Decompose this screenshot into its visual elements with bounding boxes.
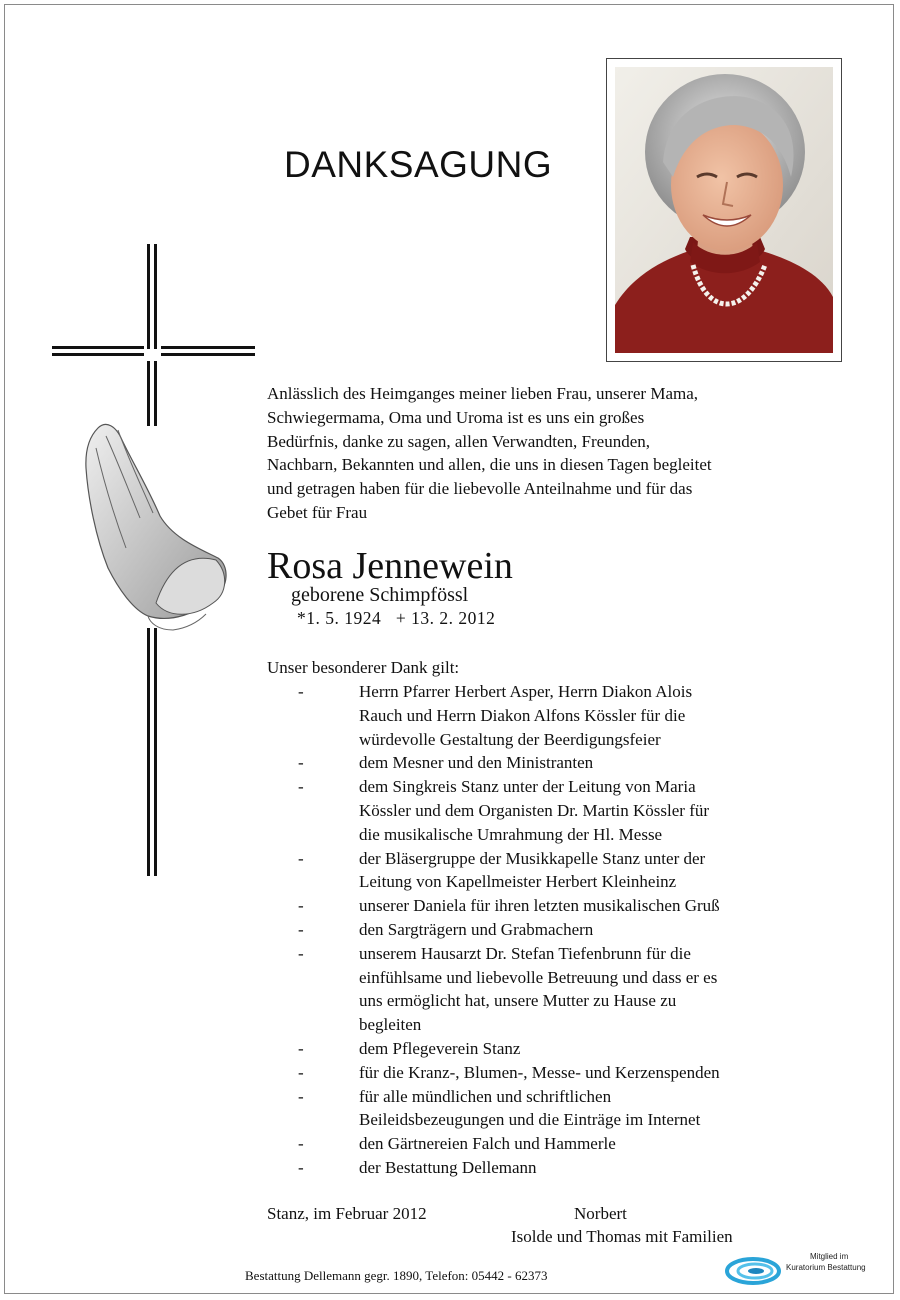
signature-line-2: Isolde und Thomas mit Familien <box>511 1227 733 1246</box>
list-item <box>0 751 900 775</box>
list-item-text: unserem Hausarzt Dr. Stefan Tiefenbrunn für die einfühlsame und liebevolle Betreuung und dass er es uns ermöglicht hat, unsere Mutter zu Hause zu begleiten <box>359 943 718 1035</box>
list-item <box>0 680 900 751</box>
portrait-photo <box>615 67 833 353</box>
list-dash: - <box>298 896 304 916</box>
deceased-name: Rosa Jennewein <box>267 545 513 587</box>
list-item <box>0 942 900 1037</box>
list-item-text: dem Singkreis Stanz unter der Leitung von Maria Kössler und dem Organisten Dr. Martin Kössler für die musikalische Umrahmung der Hl. Messe <box>359 777 710 844</box>
life-dates: *1. 5. 1924 + 13. 2. 2012 <box>297 608 496 628</box>
list-item-text: Herrn Pfarrer Herbert Asper, Herrn Diakon Alois Rauch und Herrn Diakon Alfons Kössler für die würdevolle Gestaltung der Beerdigungsfeier <box>359 682 693 749</box>
list-item-text: den Sargträgern und Grabmachern <box>359 919 594 939</box>
praying-hands-icon <box>78 418 238 633</box>
list-item <box>0 1156 900 1180</box>
maiden-name: geborene Schimpfössl <box>291 584 469 606</box>
list-item <box>0 894 900 918</box>
logo-text-line-1: Mitglied im <box>810 1252 849 1261</box>
list-dash: - <box>298 1134 304 1154</box>
list-item <box>0 847 900 895</box>
page-title: DANKSAGUNG <box>284 144 553 185</box>
signature-line-1: Norbert <box>574 1204 627 1223</box>
list-dash: - <box>298 1157 304 1177</box>
list-dash: - <box>298 753 304 773</box>
list-dash: - <box>298 777 304 797</box>
list-item <box>0 1085 900 1133</box>
list-dash: - <box>298 1038 304 1058</box>
list-item-text: unserer Daniela für ihren letzten musikalischen Gruß <box>359 896 720 916</box>
list-item <box>0 775 900 846</box>
list-item <box>0 918 900 942</box>
list-item <box>0 1132 900 1156</box>
list-dash: - <box>298 682 304 701</box>
portrait-illustration <box>615 67 833 353</box>
list-item-text: dem Mesner und den Ministranten <box>359 753 594 773</box>
list-dash: - <box>298 919 304 939</box>
portrait-frame <box>606 58 842 362</box>
list-dash: - <box>298 1086 304 1106</box>
list-item-text: dem Pflegeverein Stanz <box>359 1038 521 1058</box>
list-item-text: den Gärtnereien Falch und Hammerle <box>359 1134 616 1154</box>
logo-text-line-2: Kuratorium Bestattung <box>786 1263 866 1272</box>
list-item-text: der Bläsergruppe der Musikkapelle Stanz unter der Leitung von Kapellmeister Herbert Kleinheinz <box>359 848 706 892</box>
intro-paragraph: Anlässlich des Heimganges meiner lieben Frau, unserer Mama, Schwiegermama, Oma und Uroma ist es uns ein großes Bedürfnis, danke zu sagen, allen Verwandten, Freunden, Nachbarn, Bekannten und allen, die uns in diesen Tagen begleitet und getragen haben für die liebevolle Anteilnahme und für das Gebet für Frau <box>267 384 712 522</box>
thanks-heading: Unser besonderer Dank gilt: <box>267 658 460 677</box>
list-item <box>0 1061 900 1085</box>
list-item-text: für die Kranz-, Blumen-, Messe- und Kerzenspenden <box>359 1062 720 1082</box>
list-item-text: der Bestattung Dellemann <box>359 1157 537 1177</box>
list-item <box>0 1037 900 1061</box>
list-item-text: für alle mündlichen und schriftlichen Beileidsbezeugungen und die Einträge im Internet <box>359 1086 701 1130</box>
list-dash: - <box>298 1062 304 1082</box>
place-date: Stanz, im Februar 2012 <box>267 1204 427 1223</box>
thanks-list <box>0 680 900 1180</box>
list-dash: - <box>298 848 304 868</box>
footer-text: Bestattung Dellemann gegr. 1890, Telefon: 05442 - 62373 <box>245 1268 548 1283</box>
list-dash: - <box>298 943 304 963</box>
